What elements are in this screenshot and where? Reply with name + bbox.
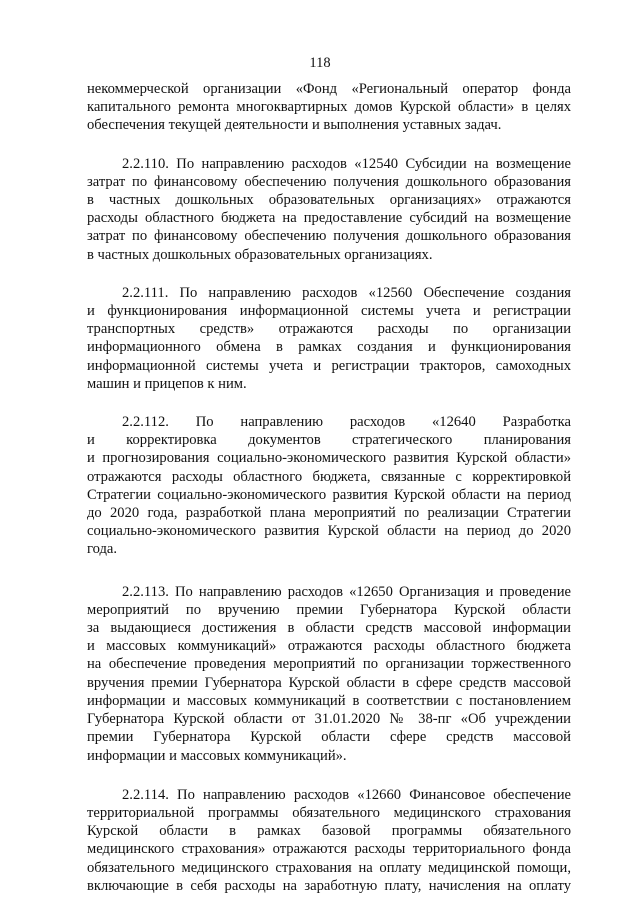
text-line: обеспечения текущей деятельности и выполнения уставных задач. [87,117,502,134]
text-line: информационного обмена в рамках создания и функционирования [87,339,571,356]
text-line: машин и прицепов к ним. [87,375,247,392]
text-line: информации и массовых коммуникаций». [87,747,347,764]
text-line: некоммерческой организации «Фонд «Региональный оператор фонда [87,81,571,97]
text-line: расходы областного бюджета на предоставление субсидий на возмещение [87,210,571,227]
paragraph-2-2-112 [87,413,571,559]
paragraph-2-2-113 [87,583,571,765]
text-line: Стратегии социально-экономического развития Курской области на период [87,486,571,503]
text-line: 2.2.112. По направлению расходов «12640 Разработка [122,414,571,431]
text-line: обязательного медицинского страхования на оплату медицинской помощи, [87,859,571,876]
text-line: медицинского страхования» отражаются расходы территориального фонда [87,841,571,858]
paragraph-2-2-110 [87,155,571,264]
text-line: 2.2.113. По направлению расходов «12650 Организация и проведение [122,583,571,600]
text-line: социально-экономического развития Курской области на период до 2020 [87,523,571,540]
text-line: и корректировка документов стратегического планирования [87,432,571,449]
text-line: транспортных средств» отражаются расходы по организации [87,321,571,338]
text-line: и массовых коммуникаций» отражаются расходы областного бюджета [87,638,571,655]
paragraph-continuation [87,80,571,135]
text-line: и функционирования информационной системы учета и регистрации [87,303,571,320]
text-line: капитального ремонта многоквартирных домов Курской области» в целях [87,99,571,116]
text-line: за выдающиеся достижения в области средств массовой информации [87,620,571,637]
text-line: до 2020 года, разработкой плана мероприятий по реализации Стратегии [87,505,571,522]
text-line: территориальной программы обязательного медицинского страхования [87,804,571,821]
text-line: затрат по финансовому обеспечению получения дошкольного образования [87,228,571,245]
text-line: отражаются расходы областного бюджета, связанные с корректировкой [87,468,571,485]
text-line: мероприятий по вручению премии Губернатора Курской области [87,601,571,618]
paragraph-2-2-111 [87,284,571,393]
text-line: в частных дошкольных образовательных организациях» отражаются [87,192,571,209]
text-line: премии Губернатора Курской области сфере средств массовой [87,729,571,746]
text-line: 2.2.110. По направлению расходов «12540 Субсидии на возмещение [122,155,571,172]
text-line: на обеспечение проведения мероприятий по организации торжественного [87,656,571,673]
text-line: затрат по финансовому обеспечению получения дошкольного образования [87,173,571,190]
text-line: года. [87,541,118,558]
paragraph-2-2-114 [87,786,571,895]
text-line: и прогнозирования социально-экономического развития Курской области» [87,450,571,467]
text-line: в частных дошкольных образовательных организациях. [87,246,433,263]
document-body [87,80,571,895]
text-line: информации и массовых коммуникаций в соответствии с постановлением [87,692,571,709]
text-line: Губернатора Курской области от 31.01.2020 № 38-пг «Об учреждении [87,711,571,728]
page-number: 118 [309,55,331,71]
text-line: 2.2.114. По направлению расходов «12660 Финансовое обеспечение [122,786,571,803]
text-line: включающие в себя расходы на заработную плату, начисления на оплату [87,877,571,894]
text-line: Курской области в рамках базовой программы обязательного [87,823,571,840]
text-line: 2.2.111. По направлению расходов «12560 Обеспечение создания [122,284,571,301]
text-line: информационной системы учета и регистрации тракторов, самоходных [87,357,571,374]
text-line: вручения премии Губернатора Курской области в сфере средств массовой [87,674,571,691]
